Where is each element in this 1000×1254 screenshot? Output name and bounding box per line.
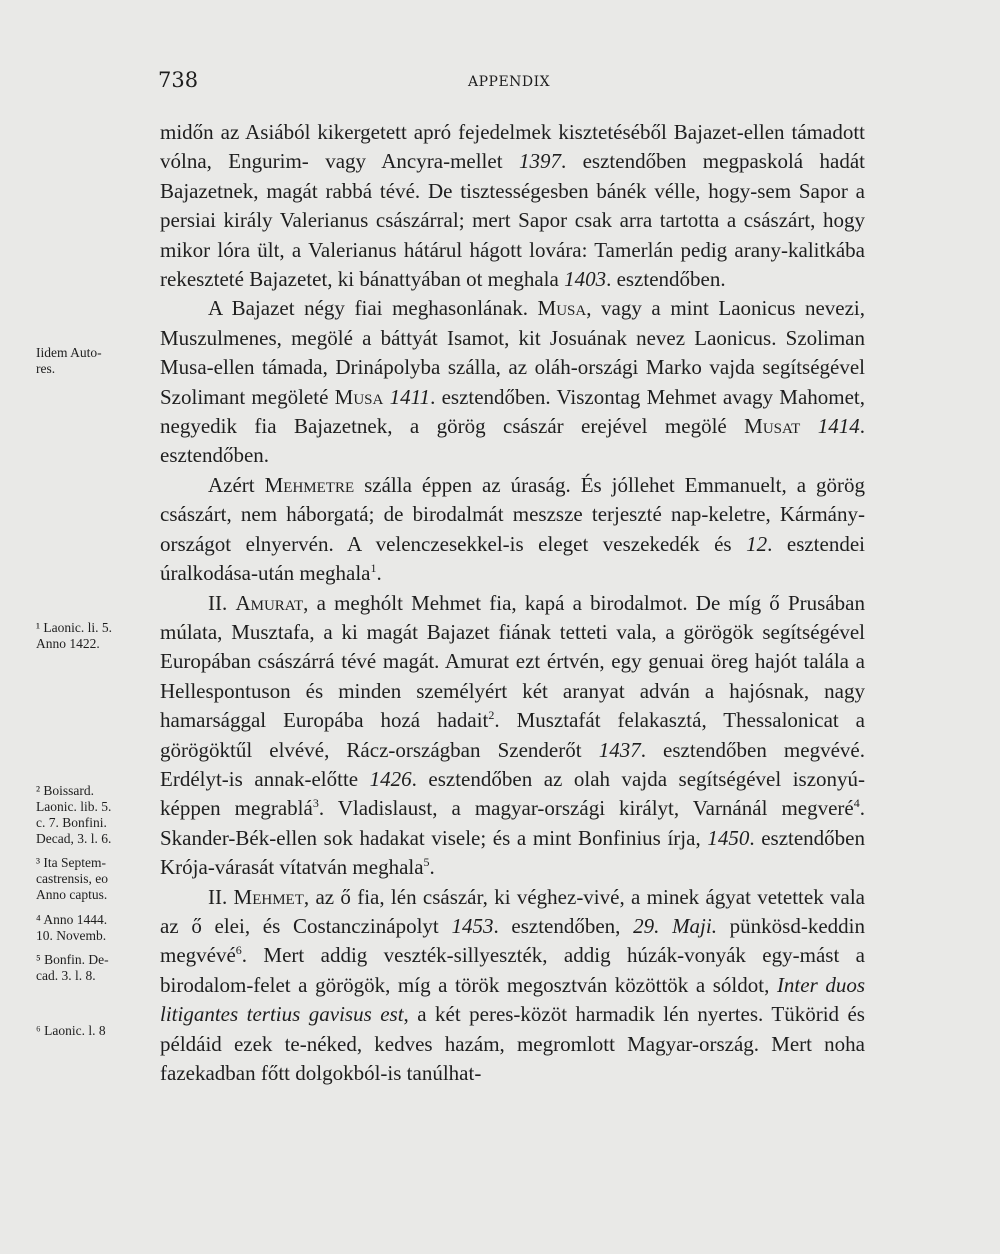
text-run: . esztendőben, [493, 913, 634, 938]
text-run: 1426 [369, 766, 412, 791]
margin-note-line: Iidem Auto- [36, 345, 102, 360]
margin-note-line: 10. Novemb. [36, 928, 107, 943]
text-run: , vagy a mint Laonicus nevezi, Muszulmenes, megölé a báttyát Isamot, kit Josuának nevez Laonicus. Szoliman Musa-ellen támada, Drinápolyba szálla, az oláh-országi Marko vajda segítségével Szolimant megöleté [160, 296, 865, 409]
text-run: 12 [746, 531, 768, 556]
text-run: . Musztafát felakasztá, Thessalonicat a görögöktűl elvévé, Rácz-országban Szenderőt [160, 708, 865, 762]
text-run: 1403 [564, 267, 607, 292]
page-number: 738 [158, 68, 199, 92]
margin-note-line: ¹ Laonic. li. 5. [36, 620, 113, 635]
footnote-4 [36, 912, 154, 944]
footnote-marker: 4 [853, 796, 860, 811]
footnote-6 [36, 1023, 154, 1039]
text-run: Mehmetre [264, 472, 355, 497]
text-run: . esztendőben megpaskolá hadát Bajazetnek, magát rabbá tévé. De tisztességesben bánék vélle, hogy-sem Sapor a persiai király Valerianus császárral; mert Sapor csak arra tartotta a császárt, hogy mikor lóra ült, a Valerianus hátárul hágott lovára: Tamerlán pedig arany-kalitkába rekeszteté Bajazetet, ki bánattyában ot meghala [160, 149, 865, 292]
paragraph [160, 471, 865, 589]
text-run: 1450 [707, 825, 750, 850]
margin-note-line: ² Boissard. [36, 783, 95, 798]
footnote-marker: 2 [488, 708, 495, 723]
text-run [800, 414, 817, 438]
text-run: Amurat [235, 590, 304, 615]
text-run: 1414 [817, 414, 860, 439]
text-run: . [429, 855, 435, 880]
margin-note-line: ³ Ita Septem- [36, 855, 107, 870]
margin-note-line: c. 7. Bonfini. [36, 815, 107, 830]
footnote-3 [36, 855, 154, 903]
text-run: . esztendőben az olah vajda segítségével iszonyú-képpen megrablá [160, 766, 866, 821]
text-run: . Skander-Bék-ellen sok hadakat visele; és a mint Bonfinius írja, [160, 796, 865, 850]
margin-note-line: Laonic. lib. 5. [36, 799, 112, 814]
text-run: Inter duos litigantes tertius gavisus est [160, 972, 866, 1027]
text-run: . Mert addig veszték-sillyeszték, addig húzák-vonyák egy-mást a birodalom-felet a görögök, míg a török megosztván közöttök a sóldot, [160, 943, 865, 997]
paragraph [160, 294, 865, 470]
main-text [160, 118, 865, 1088]
footnote-marker: 6 [235, 943, 242, 958]
text-run: szálla éppen az úraság. És jóllehet Emmanuelt, a görög császárt, nem háborgatá; de birodalmát meszsze terjeszté nap-keletre, Kármány-országot elnyervén. A velenczesekkel-is eleget veszekedék és [160, 472, 865, 556]
margin-note-line: ⁵ Bonfin. De- [36, 952, 109, 967]
margin-note-line: Anno captus. [36, 887, 108, 902]
text-run: , a meghólt Mehmet fia, kapá a birodalmot. De míg ő Prusában múlata, Musztafa, a ki magát Bajazet fiának tetteti vala, a görögök segítségével Europában császárrá tévé magát. Amurat ezt értvén, egy genuai öreg hajót talála a Hellespontuson és minden személyért két aranyat adván a hajósnak, nagy hamarsággal Europába hozá hadait [160, 590, 865, 733]
footnote-5 [36, 952, 154, 984]
text-run: II. [208, 590, 236, 615]
text-run: Musa [537, 296, 587, 321]
footnote-marker: 1 [370, 561, 377, 576]
margin-note-line: Anno 1422. [36, 636, 100, 651]
text-run: . Vladislaust, a magyar-országi királyt, Varnánál megveré [318, 796, 854, 821]
text-run: Musa [334, 384, 384, 409]
footnote-1 [36, 620, 154, 652]
text-run: , az ő fia, lén császár, ki véghez-vivé, a minek ágyat vetettek vala az ő elei, és Costanczinápolyt [160, 884, 865, 938]
margin-note-line: ⁴ Anno 1444. [36, 912, 108, 927]
margin-note-line: ⁶ Laonic. l. 8 [36, 1023, 106, 1038]
text-run: II. [208, 884, 234, 909]
margin-note-line: res. [36, 361, 56, 376]
paragraph [160, 883, 865, 1089]
margin-note-line: cad. 3. l. 8. [36, 968, 96, 983]
paragraph [160, 118, 865, 294]
text-run: . [376, 561, 382, 586]
text-run: , a két peres-közöt harmadik lén nyertes. Tükörid és példáid ezek te-néked, kedves hazám, megromlott Magyar-ország. Mert noha fazekadban főtt dolgokból-is tanúlhat- [160, 1002, 865, 1085]
margin-note-idem-autores [36, 345, 154, 377]
text-run: 1453 [451, 913, 494, 938]
text-run: . esztendőben. [160, 414, 865, 468]
text-run: 29. Maji. [633, 913, 717, 938]
text-run: . esztendőben. Viszontag Mehmet avagy Mahomet, negyedik fia Bajazetnek, a görög császár erejével megölé [160, 384, 866, 439]
text-run: midőn az Asiából kikergetett apró fejedelmek kisztetéséből Bajazet-ellen támadott vólna, Engurim- vagy Ancyra-mellet [160, 120, 865, 174]
margin-note-line: Decad, 3. l. 6. [36, 831, 112, 846]
text-run: . esztendőben. [606, 267, 726, 292]
margin-note-line: castrensis, eo [36, 871, 108, 886]
footnote-marker: 3 [312, 796, 319, 811]
running-head: APPENDIX [468, 74, 551, 90]
text-run: Azért [208, 472, 265, 497]
text-run: Musat [744, 414, 801, 439]
text-run: . esztendőben megvévé. Erdélyt-is annak-előtte [160, 737, 865, 791]
text-run: . esztendei úralkodása-után meghala [160, 531, 865, 586]
text-run: 1411 [389, 384, 431, 409]
paragraph [160, 589, 865, 883]
footnote-marker: 5 [423, 855, 430, 870]
text-run: . esztendőben Krója-várasát vítatván meghala [160, 825, 865, 880]
text-run: A Bajazet négy fiai meghasonlának. [208, 296, 538, 321]
text-run: Mehmet [233, 884, 304, 909]
text-run: 1397 [518, 149, 561, 174]
text-run: pünkösd-keddin megvévé [160, 913, 865, 968]
footnote-2 [36, 783, 154, 847]
text-run: 1437 [598, 737, 641, 762]
